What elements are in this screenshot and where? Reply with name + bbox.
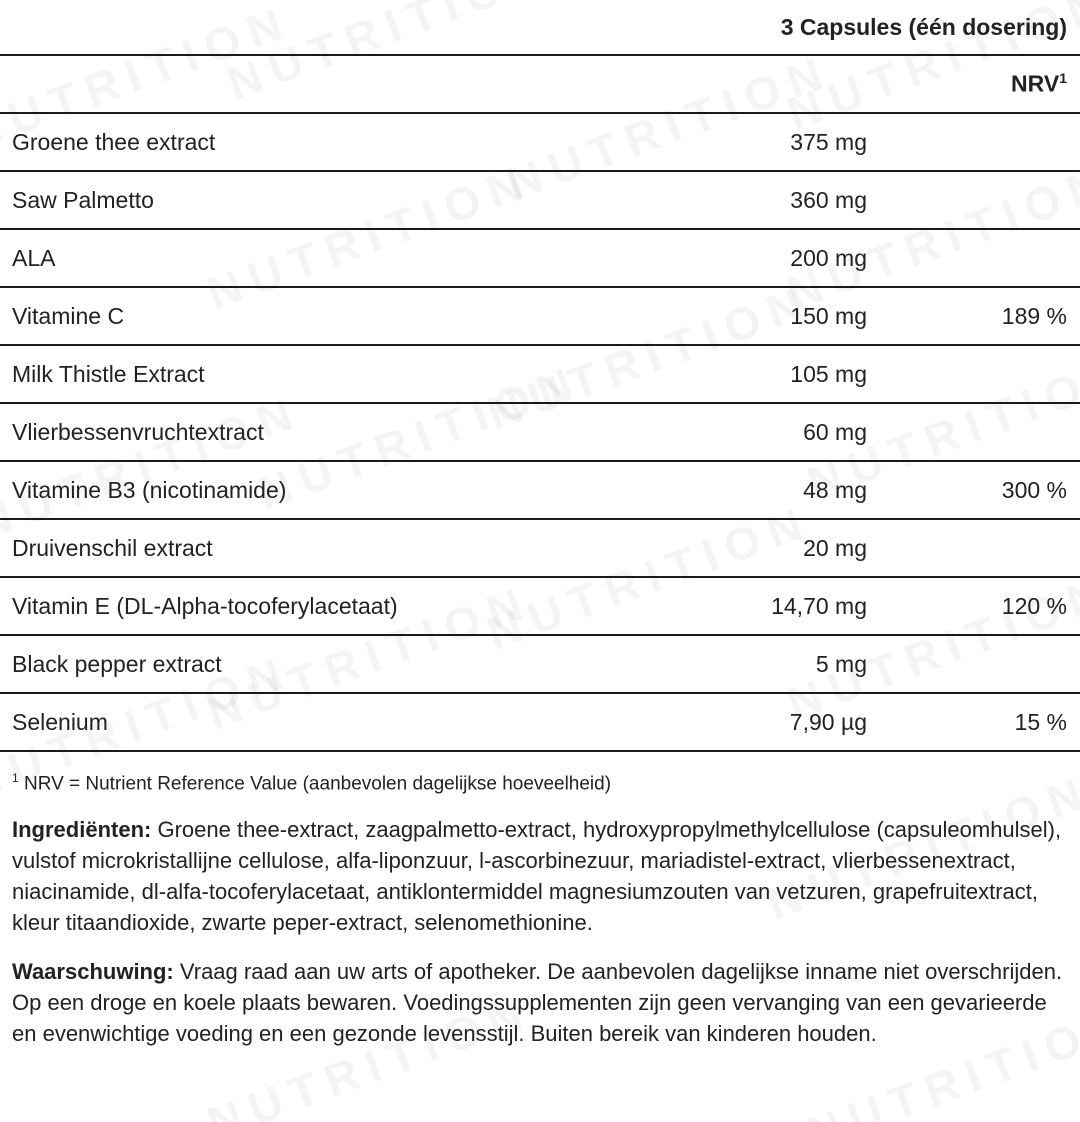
- table-header-dose-row: [0, 0, 1080, 55]
- ingredient-amount: 7,90 µg: [700, 693, 880, 751]
- nrv-footnote: [0, 752, 1080, 796]
- ingredient-nrv: [880, 345, 1080, 403]
- table-row: [0, 287, 1080, 345]
- ingredient-amount: 5 mg: [700, 635, 880, 693]
- nrv-header: [880, 55, 1080, 113]
- warning-paragraph: [0, 956, 1080, 1049]
- ingredient-name: ALA: [0, 229, 700, 287]
- ingredient-name: Druivenschil extract: [0, 519, 700, 577]
- dose-header: 3 Capsules (één dosering): [700, 0, 1080, 55]
- ingredient-name: Vitamin E (DL-Alpha-tocoferylacetaat): [0, 577, 700, 635]
- ingredient-name: Selenium: [0, 693, 700, 751]
- table-row: [0, 635, 1080, 693]
- ingredient-name: Saw Palmetto: [0, 171, 700, 229]
- ingredient-amount: 150 mg: [700, 287, 880, 345]
- ingredient-name: Milk Thistle Extract: [0, 345, 700, 403]
- ingredient-amount: 20 mg: [700, 519, 880, 577]
- ingredient-amount: 60 mg: [700, 403, 880, 461]
- ingredient-nrv: 15 %: [880, 693, 1080, 751]
- ingredient-nrv: [880, 403, 1080, 461]
- table-row: [0, 693, 1080, 751]
- table-header-nrv-row: [0, 55, 1080, 113]
- ingredient-nrv: [880, 635, 1080, 693]
- table-row: [0, 403, 1080, 461]
- table-row: [0, 229, 1080, 287]
- table-row: [0, 113, 1080, 171]
- ingredient-name: Vitamine B3 (nicotinamide): [0, 461, 700, 519]
- ingredient-nrv: 189 %: [880, 287, 1080, 345]
- ingredient-amount: 375 mg: [700, 113, 880, 171]
- ingredients-paragraph: [0, 814, 1080, 938]
- warning-label: Waarschuwing:: [12, 959, 174, 985]
- ingredient-amount: 360 mg: [700, 171, 880, 229]
- table-row: [0, 461, 1080, 519]
- table-row: [0, 577, 1080, 635]
- ingredients-label: Ingrediënten:: [12, 817, 152, 843]
- ingredient-nrv: [880, 519, 1080, 577]
- ingredient-nrv: 300 %: [880, 461, 1080, 519]
- ingredients-text: Groene thee-extract, zaagpalmetto-extract, hydroxypropylmethylcellulose (capsuleomhulsel), vulstof microkristallijne cellulose, alfa-liponzuur, l-ascorbinezuur, mariadistel-extract, vlierbessenextract, niacinamide, dl-alfa-tocoferylacetaat, antiklontermiddel magnesiumzouten van vetzuren, grapefruitextract, kleur titaandioxide, zwarte peper-extract, selenomethionine.: [12, 817, 1062, 936]
- footnote-text: NRV = Nutrient Reference Value (aanbevolen dagelijkse hoeveelheid): [23, 773, 612, 795]
- ingredient-nrv: [880, 171, 1080, 229]
- ingredient-name: Groene thee extract: [0, 113, 700, 171]
- nrv-header-label: NRV: [1011, 70, 1060, 97]
- ingredient-nrv: 120 %: [880, 577, 1080, 635]
- ingredient-name: Vlierbessenvruchtextract: [0, 403, 700, 461]
- nrv-header-sup: 1: [1059, 70, 1067, 87]
- ingredient-name: Vitamine C: [0, 287, 700, 345]
- ingredient-nrv: [880, 113, 1080, 171]
- footnote-marker: 1: [12, 771, 19, 785]
- ingredient-amount: 105 mg: [700, 345, 880, 403]
- ingredient-amount: 200 mg: [700, 229, 880, 287]
- table-row: [0, 345, 1080, 403]
- table-row: [0, 171, 1080, 229]
- table-row: [0, 519, 1080, 577]
- ingredient-amount: 48 mg: [700, 461, 880, 519]
- ingredient-name: Black pepper extract: [0, 635, 700, 693]
- ingredient-amount: 14,70 mg: [700, 577, 880, 635]
- warning-text: Vraag raad aan uw arts of apotheker. De aanbevolen dagelijkse inname niet overschrijden. Op een droge en koele plaats bewaren. Voedingssupplementen zijn geen vervanging van een gevarieerde en evenwichtige voeding en een gezonde levensstijl. Buiten bereik van kinderen houden.: [12, 959, 1063, 1047]
- ingredient-nrv: [880, 229, 1080, 287]
